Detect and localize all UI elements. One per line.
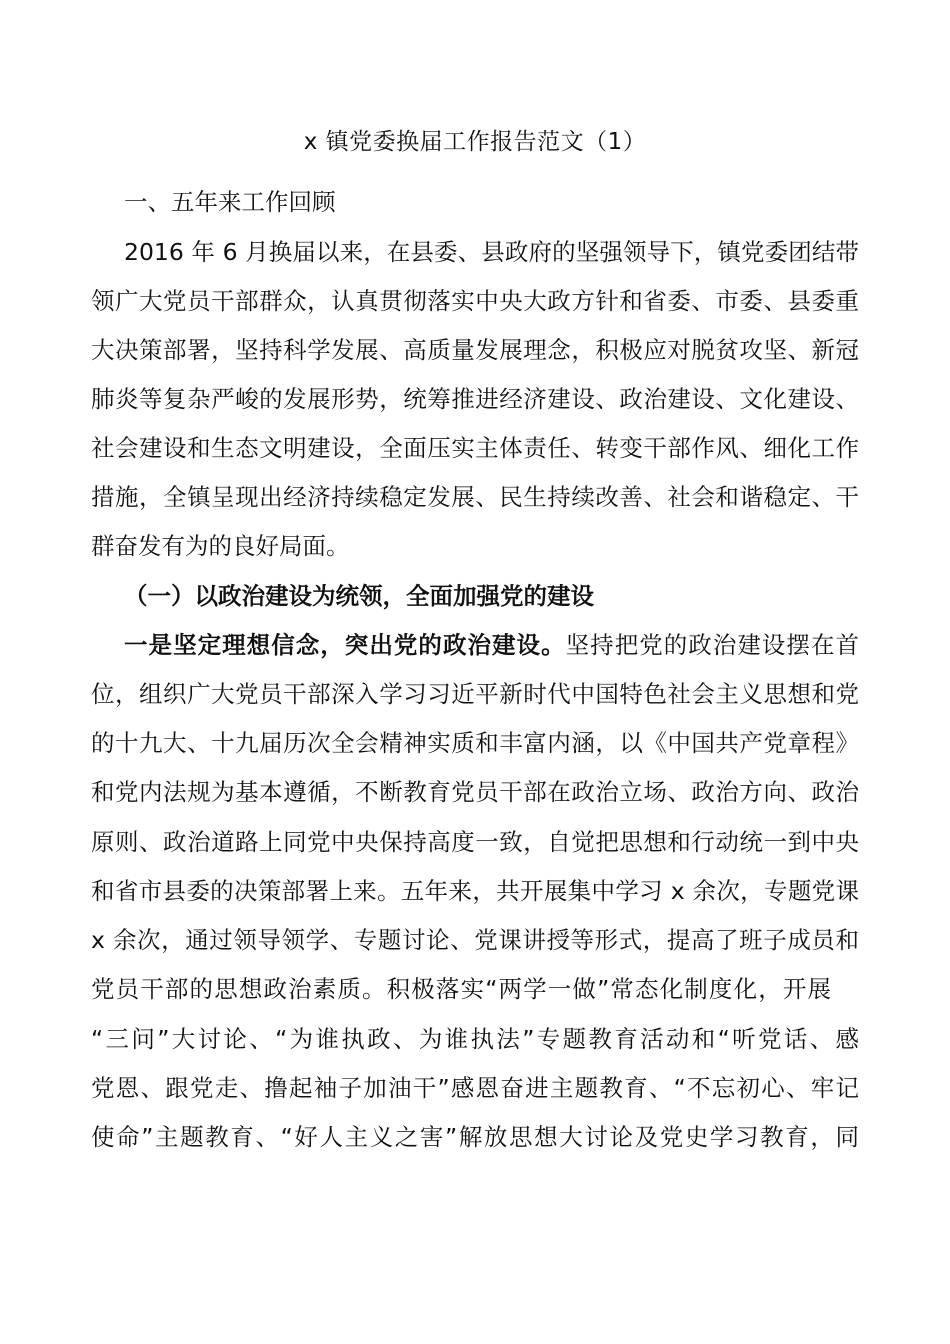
lead-sentence: 一是坚定理想信念，突出党的政治建设。 bbox=[124, 631, 566, 659]
paragraph-line: 的十九大、十九届历次全会精神实质和丰富内涵，以《中国共产党章程》 bbox=[91, 729, 859, 757]
paragraph-line: 和省市县委的决策部署上来。五年来，共开展集中学习 x 余次，专题党课 bbox=[91, 877, 859, 905]
paragraph-line: 原则、政治道路上同党中央保持高度一致，自觉把思想和行动统一到中央 bbox=[91, 828, 859, 856]
paragraph-line: 肺炎等复杂严峻的发展形势，统筹推进经济建设、政治建设、文化建设、 bbox=[91, 385, 859, 413]
paragraph-line: 领广大党员干部群众，认真贯彻落实中央大政方针和省委、市委、县委重 bbox=[91, 287, 859, 315]
paragraph-line: 使命”主题教育、“好人主义之害”解放思想大讨论及党史学习教育，同 bbox=[91, 1123, 859, 1151]
paragraph-line: 措施，全镇呈现出经济持续稳定发展、民生持续改善、社会和谐稳定、干 bbox=[91, 483, 859, 511]
paragraph-line: 社会建设和生态文明建设，全面压实主体责任、转变干部作风、细化工作 bbox=[91, 434, 859, 462]
paragraph-line: 大决策部署，坚持科学发展、高质量发展理念，积极应对脱贫攻坚、新冠 bbox=[91, 336, 859, 364]
paragraph-line: 和党内法规为基本遵循，不断教育党员干部在政治立场、政治方向、政治 bbox=[91, 778, 859, 806]
paragraph-line: 位，组织广大党员干部深入学习习近平新时代中国特色社会主义思想和党 bbox=[91, 680, 859, 708]
paragraph-line: x 余次，通过领导领学、专题讨论、党课讲授等形式，提高了班子成员和 bbox=[91, 926, 859, 954]
paragraph-line: 党员干部的思想政治素质。积极落实“两学一做”常态化制度化，开展 bbox=[91, 975, 831, 1003]
subsection-heading: （一）以政治建设为统领，全面加强党的建设 bbox=[124, 582, 594, 610]
document-title: x 镇党委换届工作报告范文（1） bbox=[303, 129, 647, 155]
paragraph-line: 2016 年 6 月换届以来，在县委、县政府的坚强领导下，镇党委团结带 bbox=[124, 238, 859, 266]
paragraph-line bbox=[124, 629, 859, 661]
section-heading: 一、五年来工作回顾 bbox=[124, 188, 336, 216]
paragraph-line: “三问”大讨论、“为谁执政、为谁执法”专题教育活动和“听党话、感 bbox=[91, 1025, 859, 1053]
paragraph-line: 群奋发有为的良好局面。 bbox=[91, 532, 350, 560]
paragraph-line: 党恩、跟党走、撸起袖子加油干”感恩奋进主题教育、“不忘初心、牢记 bbox=[91, 1074, 859, 1102]
lead-continuation: 坚持把党的政治建设摆在首 bbox=[565, 631, 859, 659]
